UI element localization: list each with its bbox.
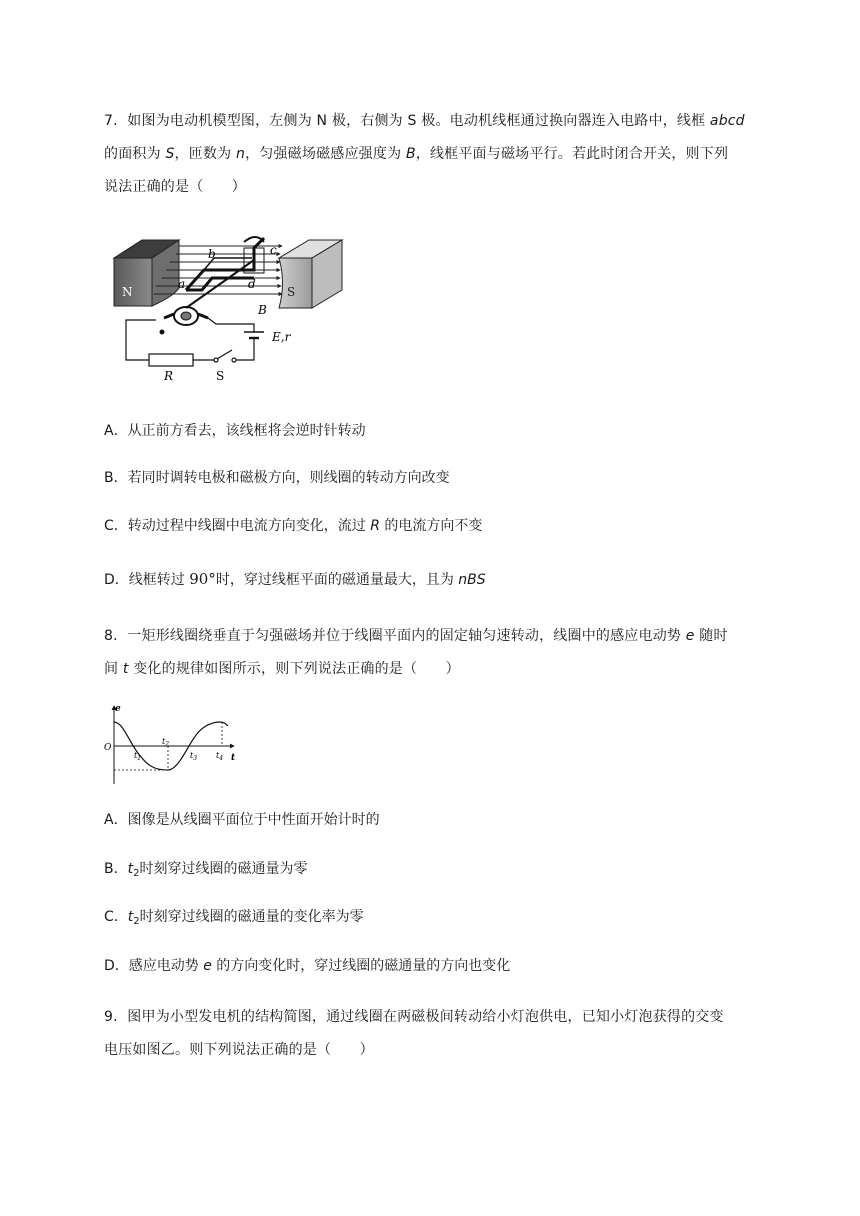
- axis-e-label: e: [115, 704, 121, 714]
- label-switch: S: [216, 369, 225, 383]
- q8-option-a[interactable]: A．图像是从线圈平面位于中性面开始计时的: [104, 812, 380, 828]
- q8-option-b[interactable]: B．$t_2$时刻穿过线圈的磁通量为零: [104, 861, 308, 879]
- south-pole-label: S: [287, 285, 296, 299]
- label-a: a: [178, 277, 186, 291]
- north-pole-label: N: [122, 285, 133, 299]
- tick-t2: $t_2$: [162, 737, 170, 748]
- q8-option-d[interactable]: D．感应电动势 e 的方向变化时，穿过线圈的磁通量的方向也变化: [104, 958, 511, 974]
- q9-stem-line-1: 9．图甲为小型发电机的结构简图，通过线圈在两磁极间转动给小灯泡供电，已知小灯泡获得的交变: [104, 1009, 724, 1025]
- q7-stem-line-3: 说法正确的是（ ）: [104, 179, 246, 195]
- motor-model-figure: [104, 228, 354, 388]
- label-emf: E,r: [272, 330, 291, 344]
- q8-option-c[interactable]: C．$t_2$时刻穿过线圈的磁通量的变化率为零: [104, 909, 364, 927]
- label-d: d: [248, 277, 256, 291]
- q7-option-a[interactable]: A．从正前方看去，该线框将会逆时针转动: [104, 423, 366, 439]
- q7-option-d[interactable]: D．线框转过 90°时，穿过线框平面的磁通量最大，且为 nBS: [104, 570, 486, 588]
- label-B: B: [258, 303, 267, 317]
- emf-time-graph: [102, 700, 242, 786]
- north-pole-magnet: [114, 240, 179, 306]
- tick-t1: $t_1$: [134, 751, 142, 762]
- label-b: b: [208, 247, 216, 261]
- tick-t4: $t_4$: [216, 751, 224, 762]
- q7-option-c[interactable]: C．转动过程中线圈中电流方向变化，流过 R 的电流方向不变: [104, 518, 483, 534]
- q7-stem-line-1: 7．如图为电动机模型图，左侧为 N 极，右侧为 S 极。电动机线框通过换向器连入电路中，线框 abcd: [104, 113, 745, 129]
- q7-stem-line-2: 的面积为 S，匝数为 n，匀强磁场磁感应强度为 B，线框平面与磁场平行。若此时闭合开关，则下列: [104, 146, 729, 162]
- label-c: c: [270, 243, 277, 257]
- q8-stem-line-2: 间 t 变化的规律如图所示，则下列说法正确的是（ ）: [104, 661, 460, 677]
- south-pole-magnet: [279, 240, 342, 308]
- q9-stem-line-2: 电压如图乙。则下列说法正确的是（ ）: [104, 1042, 374, 1058]
- origin-label: O: [104, 743, 112, 753]
- label-resistor: R: [164, 369, 174, 383]
- q7-option-b[interactable]: B．若同时调转电极和磁极方向，则线圈的转动方向改变: [104, 470, 450, 486]
- axis-t-label: t: [231, 753, 236, 763]
- external-circuit: [126, 318, 264, 366]
- q8-stem-line-1: 8．一矩形线圈绕垂直于匀强磁场并位于线圈平面内的固定轴匀速转动，线圈中的感应电动势 e 随时: [104, 628, 728, 644]
- tick-t3: $t_3$: [190, 751, 198, 762]
